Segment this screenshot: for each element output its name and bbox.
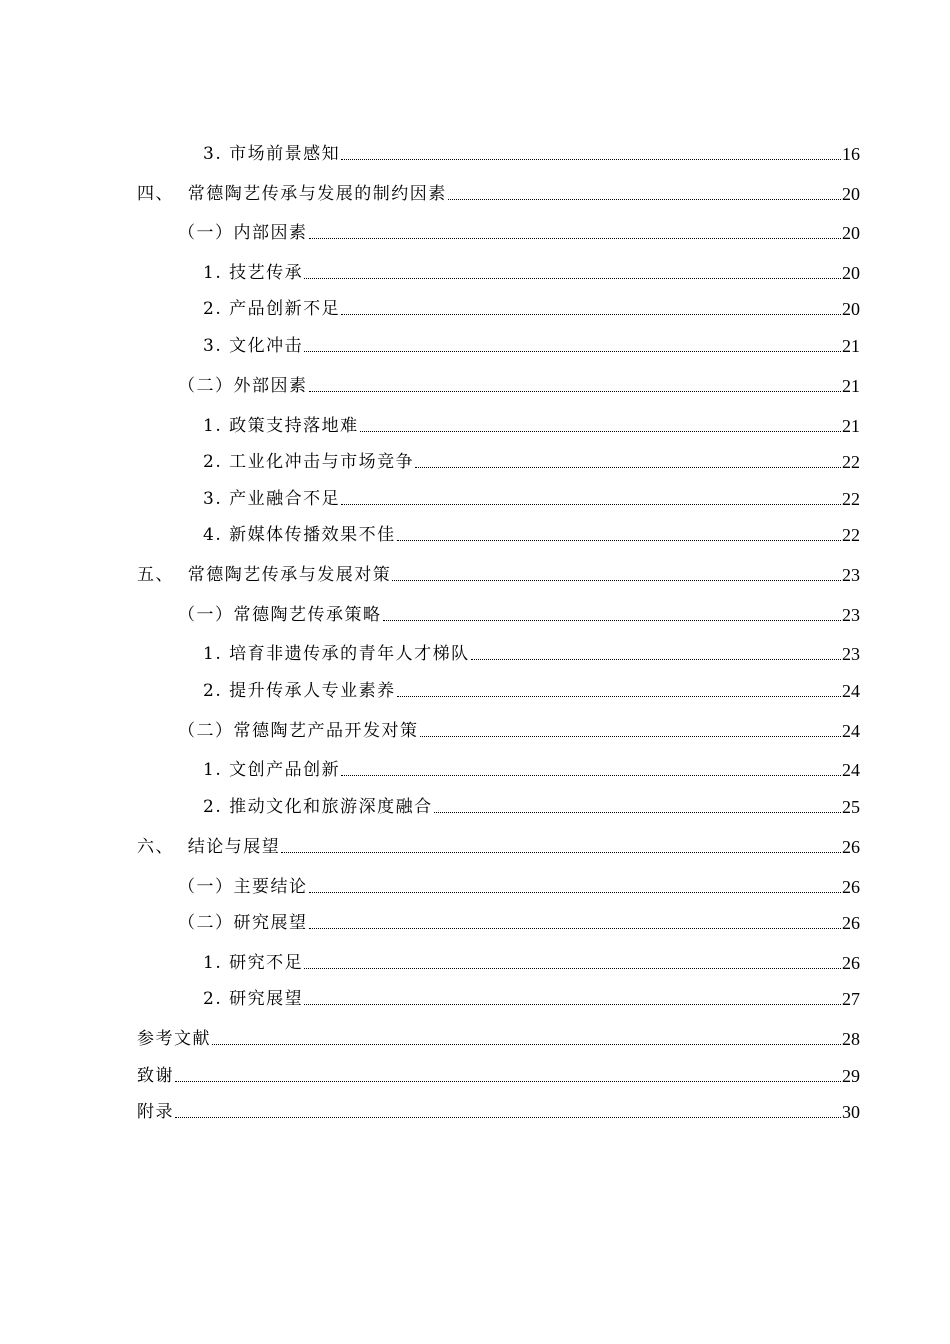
toc-entry-title: 3. 产业融合不足: [203, 489, 341, 509]
toc-page-number: 26: [842, 913, 860, 933]
toc-entry-title: 3. 市场前景感知: [203, 144, 341, 164]
dot-leader: [383, 620, 842, 621]
toc-page-number: 30: [842, 1102, 860, 1122]
toc-page-number: 23: [842, 605, 860, 625]
toc-entry[interactable]: [203, 141, 860, 165]
toc-page-number: 21: [842, 336, 860, 356]
toc-entry[interactable]: [203, 522, 860, 546]
toc-page-number: 24: [842, 681, 860, 701]
dot-leader: [397, 540, 841, 541]
toc-entry[interactable]: [203, 794, 860, 818]
dot-leader: [175, 1081, 841, 1082]
toc-entry[interactable]: [203, 641, 860, 665]
dot-leader: [360, 431, 841, 432]
dot-leader: [309, 928, 842, 929]
dot-leader: [175, 1117, 841, 1118]
toc-page-number: 21: [842, 416, 860, 436]
toc-entry[interactable]: [178, 910, 860, 934]
toc-entry-title: 2. 研究展望: [203, 989, 304, 1009]
toc-entry[interactable]: [178, 602, 860, 626]
toc-entry[interactable]: [137, 562, 860, 586]
toc-entry-title: 2. 产品创新不足: [203, 299, 341, 319]
toc-entry-title: （二）研究展望: [178, 913, 308, 933]
toc-entry-title: 1. 政策支持落地难: [203, 416, 359, 436]
dot-leader: [471, 659, 841, 660]
dot-leader: [309, 238, 842, 239]
toc-entry[interactable]: [137, 1099, 860, 1123]
toc-page-number: 26: [842, 953, 860, 973]
toc-entry[interactable]: [203, 449, 860, 473]
toc-page-number: 20: [842, 184, 860, 204]
toc-entry[interactable]: [203, 413, 860, 437]
toc-page-number: 26: [842, 837, 860, 857]
dot-leader: [212, 1044, 841, 1045]
toc-entry[interactable]: [137, 834, 860, 858]
toc-entry-title: 2. 工业化冲击与市场竞争: [203, 452, 415, 472]
toc-entry-title: 附录: [137, 1102, 174, 1122]
toc-entry[interactable]: [178, 874, 860, 898]
toc-entry[interactable]: [137, 181, 860, 205]
toc-entry-title: 2. 推动文化和旅游深度融合: [203, 797, 433, 817]
toc-page-number: 26: [842, 877, 860, 897]
toc-page-number: 27: [842, 989, 860, 1009]
dot-leader: [397, 696, 841, 697]
toc-entry[interactable]: [178, 220, 860, 244]
dot-leader: [304, 351, 841, 352]
toc-page-number: 23: [842, 565, 860, 585]
toc-page-number: 22: [842, 452, 860, 472]
toc-page-number: 20: [842, 263, 860, 283]
toc-entry-title: 1. 文创产品创新: [203, 760, 341, 780]
toc-entry-title: 四、 常德陶艺传承与发展的制约因素: [137, 184, 447, 204]
dot-leader: [341, 504, 841, 505]
toc-entry[interactable]: [203, 486, 860, 510]
dot-leader: [341, 314, 841, 315]
toc-page-number: 16: [842, 144, 860, 164]
dot-leader: [341, 159, 841, 160]
dot-leader: [448, 199, 841, 200]
toc-page-number: 22: [842, 489, 860, 509]
toc-entry[interactable]: [203, 950, 860, 974]
toc-page-number: 24: [842, 760, 860, 780]
dot-leader: [304, 1004, 841, 1005]
toc-entry-title: 五、 常德陶艺传承与发展对策: [137, 565, 392, 585]
toc-page-number: 24: [842, 721, 860, 741]
toc-entry-title: 1. 培育非遗传承的青年人才梯队: [203, 644, 470, 664]
dot-leader: [281, 852, 841, 853]
toc-entry-title: 1. 技艺传承: [203, 263, 304, 283]
dot-leader: [304, 968, 841, 969]
toc-page-number: 22: [842, 525, 860, 545]
toc-page-number: 20: [842, 223, 860, 243]
toc-page-number: 25: [842, 797, 860, 817]
toc-entry-title: （一）内部因素: [178, 223, 308, 243]
toc-entry[interactable]: [203, 333, 860, 357]
toc-entry[interactable]: [178, 373, 860, 397]
toc-entry[interactable]: [203, 260, 860, 284]
toc-entry-title: 六、 结论与展望: [137, 837, 281, 857]
dot-leader: [304, 278, 841, 279]
toc-entry-title: （一）主要结论: [178, 877, 308, 897]
dot-leader: [420, 736, 842, 737]
toc-page-number: 29: [842, 1066, 860, 1086]
toc-entry-title: 参考文献: [137, 1029, 211, 1049]
toc-page-number: 28: [842, 1029, 860, 1049]
toc-entry-title: 1. 研究不足: [203, 953, 304, 973]
toc-page-number: 21: [842, 376, 860, 396]
toc-page-number: 20: [842, 299, 860, 319]
toc-entry-title: 2. 提升传承人专业素养: [203, 681, 396, 701]
toc-entry[interactable]: [137, 1063, 860, 1087]
toc-page-number: 23: [842, 644, 860, 664]
dot-leader: [309, 892, 842, 893]
dot-leader: [392, 580, 841, 581]
toc-entry-title: （二）常德陶艺产品开发对策: [178, 721, 419, 741]
toc-entry-title: 3. 文化冲击: [203, 336, 304, 356]
toc-entry[interactable]: [203, 986, 860, 1010]
dot-leader: [309, 391, 842, 392]
toc-entry-title: （二）外部因素: [178, 376, 308, 396]
toc-entry[interactable]: [178, 718, 860, 742]
toc-entry[interactable]: [137, 1026, 860, 1050]
toc-entry[interactable]: [203, 678, 860, 702]
toc-entry-title: 致谢: [137, 1066, 174, 1086]
dot-leader: [415, 467, 841, 468]
dot-leader: [434, 812, 841, 813]
toc-entry-title: （一）常德陶艺传承策略: [178, 605, 382, 625]
toc-entry[interactable]: [203, 757, 860, 781]
dot-leader: [341, 775, 841, 776]
toc-entry[interactable]: [203, 296, 860, 320]
toc-entry-title: 4. 新媒体传播效果不佳: [203, 525, 396, 545]
